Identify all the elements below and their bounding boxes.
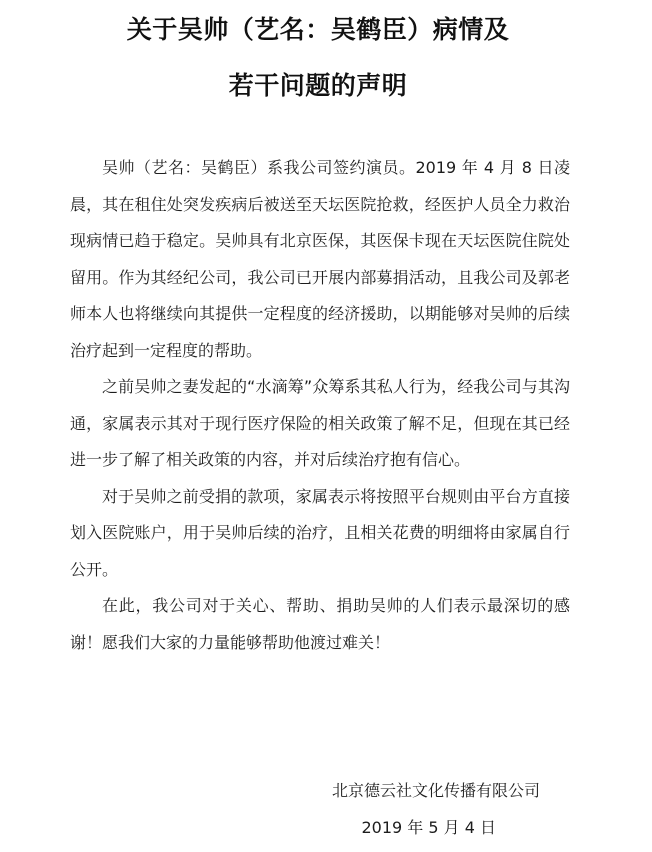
statement-body xyxy=(70,150,570,661)
document-title-line-1: 关于吴帅（艺名：吴鹤臣）病情及 xyxy=(126,15,510,44)
paragraph-2: 之前吴帅之妻发起的“水滴筹”众筹系其私人行为，经我公司与其沟通，家属表示其对于现行医疗保险的相关政策了解不足，但现在其已经进一步了解了相关政策的内容，并对后续治疗抱有信心。 xyxy=(70,377,570,469)
signature-company: 北京德云社文化传播有限公司 xyxy=(331,781,540,800)
signature-date: 2019 年 5 月 4 日 xyxy=(361,818,496,837)
signature-block xyxy=(332,772,540,846)
paragraph-4: 在此，我公司对于关心、帮助、捐助吴帅的人们表示最深切的感谢！愿我们大家的力量能够帮助他渡过难关！ xyxy=(70,596,570,652)
paragraph-1: 吴帅（艺名：吴鹤臣）系我公司签约演员。2019 年 4 月 8 日凌晨，其在租住处突发疾病后被送至天坛医院抢救，经医护人员全力救治现病情已趋于稳定。吴帅具有北京医保，其医保卡现在天坛医院住院处留用。作为其经纪公司，我公司已开展内部募捐活动，且我公司及郭老师本人也将继续向其提供一定程度的经济援助，以期能够对吴帅的后续治疗起到一定程度的帮助。 xyxy=(70,158,570,360)
document-title-line-2: 若干问题的声明 xyxy=(228,71,408,100)
paragraph-3: 对于吴帅之前受捐的款项，家属表示将按照平台规则由平台方直接划入医院账户，用于吴帅后续的治疗，且相关花费的明细将由家属自行公开。 xyxy=(70,486,570,579)
